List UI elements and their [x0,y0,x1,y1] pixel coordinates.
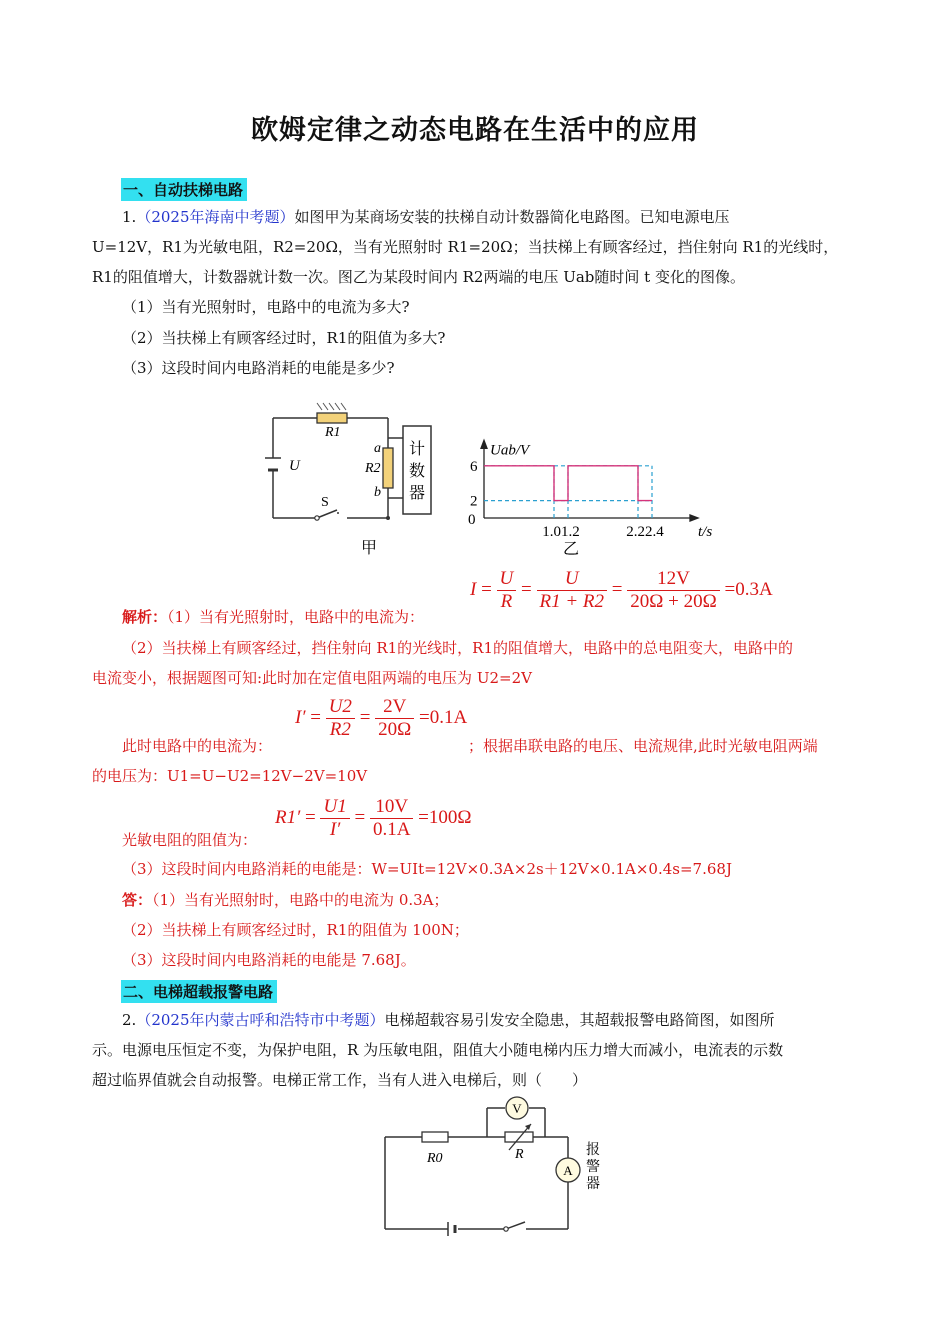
q1-line-3: R1的阻值增大，计数器就计数一次。图乙为某段时间内 R2两端的电压 Uab随时间 t 变化的图像。 [92,268,745,286]
f3-result: =100Ω [418,806,472,828]
answer-label: 答： [122,891,153,909]
q1-line-1 [122,207,730,227]
chart-uab-vs-t [458,384,728,562]
section-heading-escalator: 一、自动扶梯电路 [121,178,247,201]
answer-line-1 [122,890,449,910]
section-heading-elevator: 二、电梯超载报警电路 [121,980,277,1003]
r0-label: R0 [427,1151,443,1166]
q1-line-2: U=12V，R1为光敏电阻，R2=20Ω，当有光照射时 R1=20Ω；当扶梯上有顾客经过，挡住射向 R1的光线时， [92,238,839,256]
f2-result: =0.1A [419,706,468,728]
counter-char-3: 器 [408,485,426,502]
ammeter-label: A [563,1163,573,1178]
q2-number: 2. [122,1011,137,1029]
r2-label: R2 [365,461,381,476]
circuit-diagram-jia [255,388,445,563]
alarm-char-3: 器 [586,1177,600,1192]
solution-step-2e: 的电压为：U1=U−U2=12V−2V=10V [92,767,368,785]
solution-step-3: （3）这段时间内电路消耗的电能是：W=UIt=12V×0.3A×2s＋12V×0.1A×0.4s=7.68J [122,860,732,878]
y-tick-label-2: 2 [470,493,478,510]
solution-step-2d: ；根据串联电路的电压、电流规律,此时光敏电阻两端 [468,737,818,755]
caption-jia: 甲 [361,540,378,557]
f3-frac-2: $\frac{10V}{0.1A}$ [370,796,413,841]
solution-label: 解析： [122,608,168,626]
q1-number: 1. [122,208,137,226]
f1-frac-3: $\frac{12V}{20\Omega + 20\Omega}$ [627,568,719,613]
switch-label: S [321,495,329,510]
r0-resistor [422,1132,448,1142]
q1-text-1: 如图甲为某商场安装的扶梯自动计数器简化电路图。已知电源电压 [294,208,730,226]
formula-current-2: I′ = $\frac{U2}{R2}$ = $\frac{2V}{20\Omega}$ =0.1A [295,696,468,740]
x-tick-label-0: 0 [468,512,476,528]
x-tick-label-1: 1.01.2 [542,524,580,540]
answer-3: （3）这段时间内电路消耗的电能是 7.68J。 [122,951,416,969]
x-tick-label-2: 2.22.4 [626,524,664,540]
b-label: b [374,485,381,500]
f1-lhs: I [470,578,477,600]
formula-resistance: R1′ = $\frac{U1}{I'}$ = $\frac{10V}{0.1A}$ =100Ω [275,796,472,840]
u-label: U [289,458,300,474]
solution-line-1 [122,607,424,627]
solution-step-2c: 此时电路中的电流为： [122,737,273,755]
a-label: a [374,441,381,456]
voltmeter-label: V [512,1101,522,1116]
q1-subquestion-3: （3）这段时间内电路消耗的电能是多少? [122,359,395,377]
page-title: 欧姆定律之动态电路在生活中的应用 [251,115,699,146]
elevator-alarm-circuit [375,1092,615,1242]
q1-source: （2025年海南中考题） [136,208,295,226]
q2-line-3: 超过临界值就会自动报警。电梯正常工作，当有人进入电梯后，则（ ） [92,1071,588,1089]
y-axis-arrow [481,440,487,448]
f1-frac-2: $\frac{U}{R1 + R2}$ [537,568,608,613]
solution-step-2b: 电流变小，根据题图可知:此时加在定值电阻两端的电压为 U2=2V [92,669,532,687]
solution-step-1: （1）当有光照射时，电路中的电流为： [167,608,425,626]
x-axis-label: t/s [698,524,713,540]
y-tick-label-6: 6 [470,458,478,475]
counter-char-2: 数 [408,463,426,480]
f3-lhs: R1′ [275,806,301,828]
solution-step-2f: 光敏电阻的阻值为： [122,831,258,849]
answer-2: （2）当扶梯上有顾客经过时，R1的阻值为 100N； [122,921,469,939]
alarm-char-2: 警 [586,1160,600,1175]
q2-source: （2025年内蒙古呼和浩特市中考题） [136,1011,385,1029]
r-label: R [515,1147,524,1162]
r-varistor [505,1132,533,1142]
answer-1: （1）当有光照射时，电路中的电流为 0.3A； [152,891,449,909]
q2-line-2: 示。电源电压恒定不变，为保护电阻，R 为压敏电阻，阻值大小随电梯内压力增大而减小，电流表的示数 [92,1041,784,1059]
q2-line-1 [122,1010,775,1030]
f1-result: =0.3A [724,578,773,600]
r2-resistor [383,448,393,488]
f3-frac-1: $\frac{U1}{I'}$ [320,796,349,841]
f1-frac-1: $\frac{U}{R}$ [497,568,517,613]
f2-frac-2: $\frac{2V}{20\Omega}$ [375,696,414,741]
r1-resistor [317,413,347,423]
series-line [484,466,652,501]
caption-yi: 乙 [563,541,580,558]
q1-subquestion-2: （2）当扶梯上有顾客经过时，R1的阻值为多大? [122,329,446,347]
y-axis-label: Uab/V [490,442,530,459]
r1-label: R1 [325,425,341,440]
f2-frac-1: $\frac{U2}{R2}$ [326,696,355,741]
counter-char-1: 计 [408,441,426,458]
formula-current-1: I = $\frac{U}{R}$ = $\frac{U}{R1 + R2}$ = $\frac{12V}{20\Omega + 20\Omega}$ =0.3A [470,568,773,612]
solution-step-2a: （2）当扶梯上有顾客经过，挡住射向 R1的光线时，R1的阻值增大，电路中的总电阻变大，电路中的 [122,639,793,657]
alarm-char-1: 报 [586,1143,600,1158]
q2-text-1: 电梯超载容易引发安全隐患，其超载报警电路简图，如图所 [384,1011,775,1029]
x-axis-arrow [690,515,698,521]
f2-lhs: I′ [295,706,306,728]
q1-subquestion-1: （1）当有光照射时，电路中的电流为多大? [122,298,410,316]
